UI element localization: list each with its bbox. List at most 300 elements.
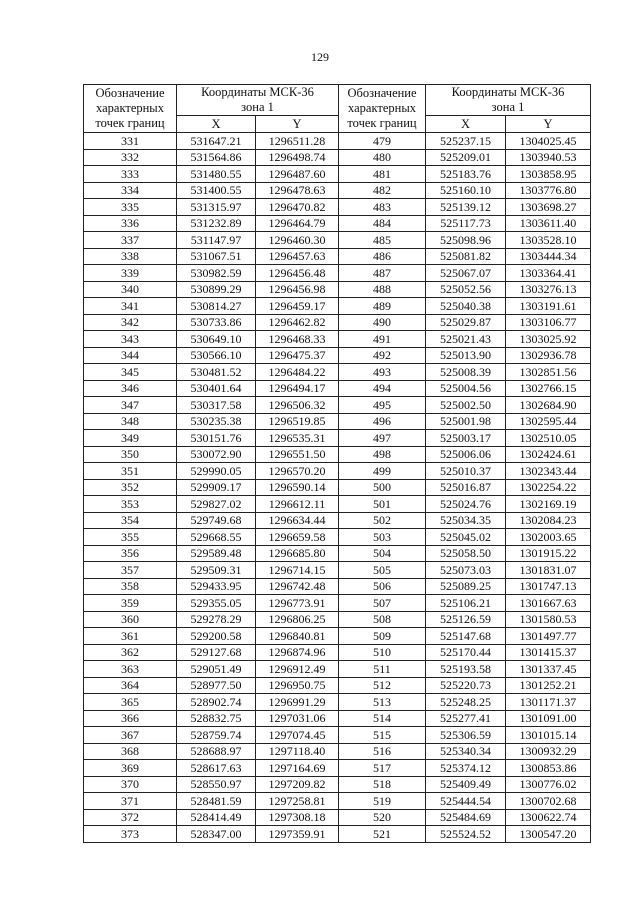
y-value-right: 1302343.44 — [506, 463, 591, 480]
coord-zone-left: зона 1 — [241, 100, 274, 114]
y-value-right: 1300547.20 — [506, 826, 591, 843]
table-row — [84, 826, 591, 843]
y-value-left: 1297031.06 — [256, 710, 339, 727]
x-value-left: 528550.97 — [177, 776, 256, 793]
y-value-left: 1296487.60 — [256, 166, 339, 183]
x-value-right: 525209.01 — [426, 149, 506, 166]
x-value-right: 525013.90 — [426, 347, 506, 364]
y-value-right: 1300776.02 — [506, 776, 591, 793]
table-row — [84, 809, 591, 826]
x-value-left: 529278.29 — [177, 611, 256, 628]
y-header-right: Y — [506, 116, 591, 133]
point-number-left: 353 — [84, 496, 177, 513]
y-value-left: 1296773.91 — [256, 595, 339, 612]
table-row — [84, 446, 591, 463]
x-value-left: 528414.49 — [177, 809, 256, 826]
x-value-right: 525024.76 — [426, 496, 506, 513]
table-row — [84, 776, 591, 793]
coord-system-title-left: Координаты МСК-36 — [201, 85, 314, 99]
point-number-left: 348 — [84, 413, 177, 430]
point-number-left: 335 — [84, 199, 177, 216]
table-row — [84, 413, 591, 430]
point-number-right: 503 — [339, 529, 426, 546]
point-number-right: 513 — [339, 694, 426, 711]
y-value-right: 1303191.61 — [506, 298, 591, 315]
table-row — [84, 562, 591, 579]
point-number-left: 365 — [84, 694, 177, 711]
x-value-left: 528688.97 — [177, 743, 256, 760]
x-value-left: 529127.68 — [177, 644, 256, 661]
table-row — [84, 496, 591, 513]
table-row — [84, 248, 591, 265]
point-number-right: 511 — [339, 661, 426, 678]
y-value-left: 1296484.22 — [256, 364, 339, 381]
table-row — [84, 281, 591, 298]
x-value-left: 530899.29 — [177, 281, 256, 298]
point-number-right: 493 — [339, 364, 426, 381]
table-row — [84, 479, 591, 496]
y-value-left: 1297308.18 — [256, 809, 339, 826]
y-value-right: 1302254.22 — [506, 479, 591, 496]
point-number-left: 342 — [84, 314, 177, 331]
point-number-right: 518 — [339, 776, 426, 793]
y-value-right: 1303444.34 — [506, 248, 591, 265]
point-number-right: 514 — [339, 710, 426, 727]
x-value-right: 525098.96 — [426, 232, 506, 249]
point-number-right: 507 — [339, 595, 426, 612]
point-number-right: 510 — [339, 644, 426, 661]
coord-group-header-right — [426, 85, 591, 116]
x-value-left: 530072.90 — [177, 446, 256, 463]
point-number-right: 489 — [339, 298, 426, 315]
y-value-left: 1296634.44 — [256, 512, 339, 529]
x-value-left: 530235.38 — [177, 413, 256, 430]
point-label-header-left: Обозначение характерных точек границ — [84, 85, 177, 133]
table-row — [84, 628, 591, 645]
point-number-left: 334 — [84, 182, 177, 199]
y-value-left: 1296840.81 — [256, 628, 339, 645]
x-value-left: 529827.02 — [177, 496, 256, 513]
point-number-left: 358 — [84, 578, 177, 595]
x-value-right: 525106.21 — [426, 595, 506, 612]
x-value-left: 529990.05 — [177, 463, 256, 480]
x-value-right: 525170.44 — [426, 644, 506, 661]
point-number-left: 362 — [84, 644, 177, 661]
point-number-right: 496 — [339, 413, 426, 430]
x-value-left: 528977.50 — [177, 677, 256, 694]
table-row — [84, 710, 591, 727]
point-number-left: 364 — [84, 677, 177, 694]
x-value-right: 525003.17 — [426, 430, 506, 447]
point-number-right: 500 — [339, 479, 426, 496]
x-value-right: 525524.52 — [426, 826, 506, 843]
x-value-left: 528832.75 — [177, 710, 256, 727]
point-number-left: 363 — [84, 661, 177, 678]
y-value-right: 1303776.80 — [506, 182, 591, 199]
y-value-right: 1303940.53 — [506, 149, 591, 166]
x-value-left: 529749.68 — [177, 512, 256, 529]
y-value-left: 1296460.30 — [256, 232, 339, 249]
point-number-left: 357 — [84, 562, 177, 579]
point-number-left: 367 — [84, 727, 177, 744]
point-number-right: 515 — [339, 727, 426, 744]
table-row — [84, 743, 591, 760]
y-value-left: 1296659.58 — [256, 529, 339, 546]
point-number-right: 512 — [339, 677, 426, 694]
coord-group-header-left — [177, 85, 339, 116]
point-number-left: 333 — [84, 166, 177, 183]
y-value-right: 1302936.78 — [506, 347, 591, 364]
point-number-right: 501 — [339, 496, 426, 513]
table-row — [84, 611, 591, 628]
x-value-right: 525340.34 — [426, 743, 506, 760]
x-value-right: 525004.56 — [426, 380, 506, 397]
point-number-left: 343 — [84, 331, 177, 348]
y-value-left: 1296590.14 — [256, 479, 339, 496]
point-number-right: 490 — [339, 314, 426, 331]
coordinates-table — [83, 84, 591, 843]
y-value-right: 1303364.41 — [506, 265, 591, 282]
y-value-right: 1301252.21 — [506, 677, 591, 694]
point-number-left: 350 — [84, 446, 177, 463]
x-header-right: X — [426, 116, 506, 133]
y-value-right: 1302003.65 — [506, 529, 591, 546]
y-value-left: 1296494.17 — [256, 380, 339, 397]
x-value-right: 525237.15 — [426, 133, 506, 150]
y-value-right: 1301667.63 — [506, 595, 591, 612]
x-value-right: 525058.50 — [426, 545, 506, 562]
y-value-left: 1296462.82 — [256, 314, 339, 331]
x-value-right: 525444.54 — [426, 793, 506, 810]
y-value-left: 1296612.11 — [256, 496, 339, 513]
point-number-right: 521 — [339, 826, 426, 843]
x-value-right: 525139.12 — [426, 199, 506, 216]
y-value-left: 1297258.81 — [256, 793, 339, 810]
point-number-left: 349 — [84, 430, 177, 447]
point-number-right: 506 — [339, 578, 426, 595]
x-value-right: 525045.02 — [426, 529, 506, 546]
x-header-left: X — [177, 116, 256, 133]
x-value-left: 530566.10 — [177, 347, 256, 364]
point-number-right: 497 — [339, 430, 426, 447]
point-number-left: 336 — [84, 215, 177, 232]
y-value-right: 1301091.00 — [506, 710, 591, 727]
page-number: 129 — [311, 50, 329, 64]
x-value-left: 529355.05 — [177, 595, 256, 612]
y-value-right: 1303025.92 — [506, 331, 591, 348]
point-number-left: 345 — [84, 364, 177, 381]
y-value-left: 1296806.25 — [256, 611, 339, 628]
table-row — [84, 133, 591, 150]
x-value-right: 525147.68 — [426, 628, 506, 645]
point-number-left: 347 — [84, 397, 177, 414]
point-number-right: 502 — [339, 512, 426, 529]
point-number-right: 505 — [339, 562, 426, 579]
table-row — [84, 529, 591, 546]
point-number-right: 499 — [339, 463, 426, 480]
point-number-right: 504 — [339, 545, 426, 562]
table-row — [84, 397, 591, 414]
point-number-right: 516 — [339, 743, 426, 760]
point-label-header-right: Обозначение характерных точек границ — [339, 85, 426, 133]
x-value-left: 528481.59 — [177, 793, 256, 810]
point-number-left: 340 — [84, 281, 177, 298]
x-value-left: 531647.21 — [177, 133, 256, 150]
y-value-left: 1296551.50 — [256, 446, 339, 463]
y-value-left: 1296475.37 — [256, 347, 339, 364]
x-value-left: 529051.49 — [177, 661, 256, 678]
y-value-right: 1301747.13 — [506, 578, 591, 595]
point-number-right: 487 — [339, 265, 426, 282]
y-value-right: 1301580.53 — [506, 611, 591, 628]
point-number-left: 352 — [84, 479, 177, 496]
coord-system-title-right: Координаты МСК-36 — [451, 85, 565, 99]
point-number-right: 491 — [339, 331, 426, 348]
table-row — [84, 644, 591, 661]
table-row — [84, 199, 591, 216]
x-value-left: 529909.17 — [177, 479, 256, 496]
point-number-left: 361 — [84, 628, 177, 645]
table-row — [84, 430, 591, 447]
table-row — [84, 545, 591, 562]
point-number-right: 481 — [339, 166, 426, 183]
point-number-left: 346 — [84, 380, 177, 397]
point-number-left: 338 — [84, 248, 177, 265]
x-value-left: 528902.74 — [177, 694, 256, 711]
y-value-left: 1296535.31 — [256, 430, 339, 447]
point-number-right: 488 — [339, 281, 426, 298]
y-value-right: 1302169.19 — [506, 496, 591, 513]
y-header-left: Y — [256, 116, 339, 133]
table-header — [84, 85, 591, 133]
x-value-right: 525484.69 — [426, 809, 506, 826]
x-value-left: 531147.97 — [177, 232, 256, 249]
point-number-right: 520 — [339, 809, 426, 826]
table-row — [84, 298, 591, 315]
x-value-left: 531480.55 — [177, 166, 256, 183]
x-value-left: 529200.58 — [177, 628, 256, 645]
point-number-left: 356 — [84, 545, 177, 562]
x-value-right: 525002.50 — [426, 397, 506, 414]
point-number-left: 332 — [84, 149, 177, 166]
point-number-right: 486 — [339, 248, 426, 265]
point-number-left: 337 — [84, 232, 177, 249]
y-value-left: 1296511.28 — [256, 133, 339, 150]
point-number-right: 479 — [339, 133, 426, 150]
x-value-right: 525052.56 — [426, 281, 506, 298]
x-value-right: 525248.25 — [426, 694, 506, 711]
y-value-right: 1302084.23 — [506, 512, 591, 529]
x-value-right: 525220.73 — [426, 677, 506, 694]
y-value-left: 1296468.33 — [256, 331, 339, 348]
point-number-left: 339 — [84, 265, 177, 282]
x-value-right: 525021.43 — [426, 331, 506, 348]
table-row — [84, 677, 591, 694]
table-row — [84, 149, 591, 166]
point-number-left: 366 — [84, 710, 177, 727]
x-value-right: 525089.25 — [426, 578, 506, 595]
x-value-left: 531400.55 — [177, 182, 256, 199]
x-value-right: 525306.59 — [426, 727, 506, 744]
point-number-left: 372 — [84, 809, 177, 826]
point-number-right: 482 — [339, 182, 426, 199]
table-body — [84, 133, 591, 843]
table-row — [84, 166, 591, 183]
y-value-right: 1301497.77 — [506, 628, 591, 645]
point-number-right: 495 — [339, 397, 426, 414]
x-value-right: 525081.82 — [426, 248, 506, 265]
y-value-right: 1302424.61 — [506, 446, 591, 463]
x-value-left: 530151.76 — [177, 430, 256, 447]
table-row — [84, 364, 591, 381]
x-value-left: 530481.52 — [177, 364, 256, 381]
y-value-right: 1301415.37 — [506, 644, 591, 661]
y-value-right: 1303698.27 — [506, 199, 591, 216]
x-value-right: 525034.35 — [426, 512, 506, 529]
point-number-left: 354 — [84, 512, 177, 529]
x-value-left: 530982.59 — [177, 265, 256, 282]
x-value-left: 529589.48 — [177, 545, 256, 562]
table-row — [84, 793, 591, 810]
x-value-left: 530317.58 — [177, 397, 256, 414]
y-value-left: 1296456.48 — [256, 265, 339, 282]
x-value-left: 530649.10 — [177, 331, 256, 348]
point-number-right: 484 — [339, 215, 426, 232]
table-row — [84, 380, 591, 397]
x-value-right: 525183.76 — [426, 166, 506, 183]
table-row — [84, 463, 591, 480]
y-value-right: 1303276.13 — [506, 281, 591, 298]
y-value-right: 1300932.29 — [506, 743, 591, 760]
x-value-left: 531315.97 — [177, 199, 256, 216]
table-row — [84, 331, 591, 348]
table-row — [84, 661, 591, 678]
point-number-left: 341 — [84, 298, 177, 315]
y-value-right: 1302851.56 — [506, 364, 591, 381]
table-row — [84, 578, 591, 595]
point-number-left: 371 — [84, 793, 177, 810]
coord-zone-right: зона 1 — [491, 100, 525, 114]
point-number-right: 508 — [339, 611, 426, 628]
x-value-right: 525016.87 — [426, 479, 506, 496]
y-value-left: 1296950.75 — [256, 677, 339, 694]
y-value-left: 1296459.17 — [256, 298, 339, 315]
x-value-left: 529433.95 — [177, 578, 256, 595]
point-number-left: 344 — [84, 347, 177, 364]
y-value-right: 1300853.86 — [506, 760, 591, 777]
y-value-left: 1296874.96 — [256, 644, 339, 661]
x-value-left: 531564.86 — [177, 149, 256, 166]
x-value-right: 525008.39 — [426, 364, 506, 381]
point-number-right: 485 — [339, 232, 426, 249]
y-value-left: 1297074.45 — [256, 727, 339, 744]
x-value-right: 525374.12 — [426, 760, 506, 777]
x-value-right: 525006.06 — [426, 446, 506, 463]
y-value-left: 1296742.48 — [256, 578, 339, 595]
x-value-left: 528759.74 — [177, 727, 256, 744]
point-number-left: 368 — [84, 743, 177, 760]
point-number-right: 494 — [339, 380, 426, 397]
table-row — [84, 760, 591, 777]
point-number-right: 509 — [339, 628, 426, 645]
y-value-right: 1302684.90 — [506, 397, 591, 414]
y-value-left: 1297118.40 — [256, 743, 339, 760]
point-number-right: 492 — [339, 347, 426, 364]
y-value-left: 1296470.82 — [256, 199, 339, 216]
table-row — [84, 182, 591, 199]
x-value-left: 529509.31 — [177, 562, 256, 579]
x-value-right: 525160.10 — [426, 182, 506, 199]
y-value-left: 1296498.74 — [256, 149, 339, 166]
table-row — [84, 347, 591, 364]
y-value-left: 1296456.98 — [256, 281, 339, 298]
table-row — [84, 727, 591, 744]
table-row — [84, 265, 591, 282]
y-value-right: 1303858.95 — [506, 166, 591, 183]
y-value-right: 1302766.15 — [506, 380, 591, 397]
x-value-left: 528617.63 — [177, 760, 256, 777]
point-number-right: 517 — [339, 760, 426, 777]
y-value-left: 1297359.91 — [256, 826, 339, 843]
x-value-right: 525409.49 — [426, 776, 506, 793]
y-value-left: 1296570.20 — [256, 463, 339, 480]
y-value-right: 1301831.07 — [506, 562, 591, 579]
y-value-right: 1301015.14 — [506, 727, 591, 744]
x-value-right: 525029.87 — [426, 314, 506, 331]
x-value-right: 525277.41 — [426, 710, 506, 727]
y-value-right: 1302595.44 — [506, 413, 591, 430]
y-value-left: 1296519.85 — [256, 413, 339, 430]
y-value-left: 1296991.29 — [256, 694, 339, 711]
y-value-left: 1296685.80 — [256, 545, 339, 562]
y-value-right: 1303106.77 — [506, 314, 591, 331]
y-value-right: 1304025.45 — [506, 133, 591, 150]
point-number-right: 483 — [339, 199, 426, 216]
point-number-right: 519 — [339, 793, 426, 810]
x-value-left: 530814.27 — [177, 298, 256, 315]
x-value-right: 525040.38 — [426, 298, 506, 315]
y-value-right: 1300702.68 — [506, 793, 591, 810]
x-value-right: 525073.03 — [426, 562, 506, 579]
y-value-left: 1296506.32 — [256, 397, 339, 414]
point-number-left: 331 — [84, 133, 177, 150]
point-number-left: 359 — [84, 595, 177, 612]
y-value-right: 1300622.74 — [506, 809, 591, 826]
y-value-left: 1296478.63 — [256, 182, 339, 199]
x-value-right: 525010.37 — [426, 463, 506, 480]
y-value-right: 1302510.05 — [506, 430, 591, 447]
x-value-left: 531232.89 — [177, 215, 256, 232]
x-value-left: 530733.86 — [177, 314, 256, 331]
point-number-right: 498 — [339, 446, 426, 463]
y-value-right: 1301915.22 — [506, 545, 591, 562]
x-value-left: 529668.55 — [177, 529, 256, 546]
point-number-left: 360 — [84, 611, 177, 628]
table-row — [84, 595, 591, 612]
y-value-right: 1303528.10 — [506, 232, 591, 249]
point-number-left: 369 — [84, 760, 177, 777]
x-value-right: 525067.07 — [426, 265, 506, 282]
y-value-left: 1296912.49 — [256, 661, 339, 678]
point-number-right: 480 — [339, 149, 426, 166]
table-row — [84, 215, 591, 232]
x-value-right: 525193.58 — [426, 661, 506, 678]
y-value-left: 1296464.79 — [256, 215, 339, 232]
x-value-right: 525126.59 — [426, 611, 506, 628]
table-row — [84, 232, 591, 249]
point-number-left: 370 — [84, 776, 177, 793]
table-row — [84, 314, 591, 331]
